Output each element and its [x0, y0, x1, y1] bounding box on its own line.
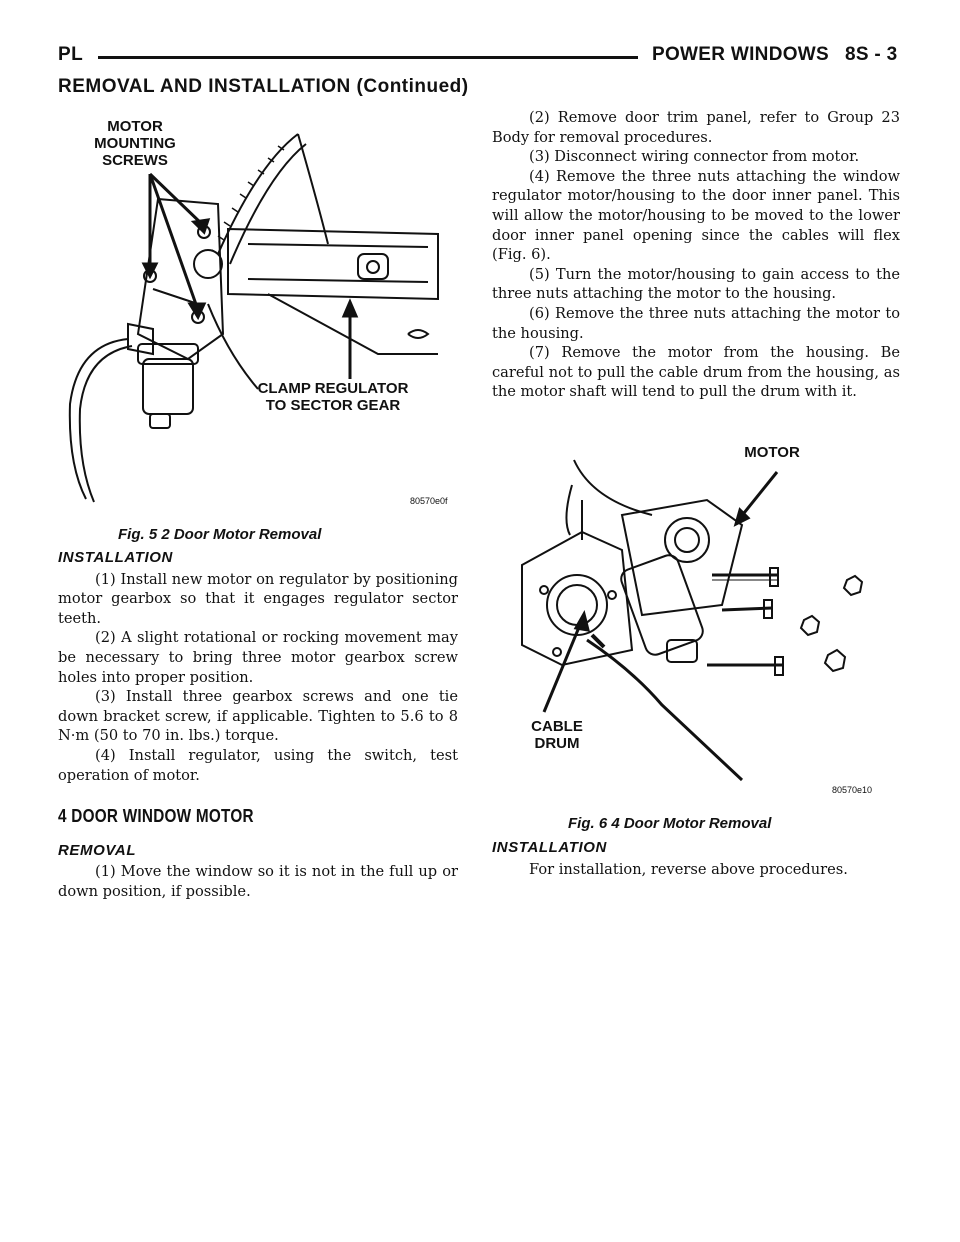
header-left-code: PL — [58, 44, 84, 65]
fig5-label-line: CLAMP REGULATOR — [257, 380, 409, 397]
page-subheading: REMOVAL AND INSTALLATION (Continued) — [58, 76, 469, 97]
figure-5 — [58, 104, 456, 516]
fig6-label-motor: MOTOR — [744, 444, 800, 461]
removal-heading: REMOVAL — [58, 841, 137, 859]
header-section-title: POWER WINDOWS — [652, 44, 829, 65]
fig6-code: 80570e10 — [832, 785, 873, 795]
right-column-upper — [492, 108, 900, 402]
fig6-label-line: DRUM — [534, 735, 580, 752]
installation-heading-right: INSTALLATION — [492, 839, 607, 856]
installation-step: (4) Install regulator, using the switch, test operation of motor. — [58, 746, 458, 784]
right-column-lower — [492, 838, 900, 879]
fig5-code: 80570e0f — [410, 496, 448, 506]
fig6-caption: Fig. 6 4 Door Motor Removal — [568, 815, 772, 832]
section-heading-4-door-window-motor: 4 DOOR WINDOW MOTOR — [58, 806, 254, 827]
removal-step: (1) Move the window so it is not in the full up or down position, if possible. — [58, 863, 458, 900]
installation-step: (2) A slight rotational or rocking movement may be necessary to bring three motor gearbox screw holes into proper position. — [58, 629, 458, 686]
removal-step: (2) Remove door trim panel, refer to Group 23 Body for removal procedures. — [492, 109, 900, 146]
fig6-label-line: CABLE — [531, 718, 583, 735]
header-rule — [98, 56, 638, 59]
installation-step: (3) Install three gearbox screws and one tie down bracket screw, if applicable. Tighten to 5.6 to 8 N·m (50 to 70 in. lbs.) torque. — [58, 688, 458, 745]
fig5-label-line: SCREWS — [102, 152, 168, 169]
left-column — [58, 548, 458, 902]
fig6-label-cable-drum — [512, 718, 602, 752]
removal-step: (7) Remove the motor from the housing. Be careful not to pull the cable drum from the housing, as the motor shaft will tend to pull the drum with it. — [492, 344, 900, 401]
removal-step: (4) Remove the three nuts attaching the window regulator motor/housing to the door inner panel. This will allow the motor/housing to be moved to the lower door inner panel opening since the cables will flex (Fig. 6). — [492, 167, 900, 264]
installation-text: For installation, reverse above procedures. — [529, 860, 848, 878]
installation-step: (1) Install new motor on regulator by positioning motor gearbox so that it engages regulator sector teeth. — [58, 570, 458, 627]
removal-step: (5) Turn the motor/housing to gain access to the three nuts attaching the motor to the housing. — [492, 265, 900, 303]
fig5-label-motor-mounting-screws — [80, 118, 190, 169]
header-right — [652, 44, 898, 66]
figure-6 — [492, 440, 900, 800]
fig5-label-clamp-regulator — [238, 380, 428, 414]
removal-step: (6) Remove the three nuts attaching the motor to the housing. — [492, 304, 900, 342]
installation-heading-left: INSTALLATION — [58, 549, 173, 566]
fig5-label-line: TO SECTOR GEAR — [265, 397, 401, 414]
removal-step: (3) Disconnect wiring connector from motor. — [529, 148, 860, 166]
fig5-label-line: MOUNTING — [94, 135, 176, 152]
header-page-number: 8S - 3 — [845, 44, 898, 65]
fig5-caption: Fig. 5 2 Door Motor Removal — [118, 526, 322, 543]
fig5-label-line: MOTOR — [107, 118, 163, 135]
